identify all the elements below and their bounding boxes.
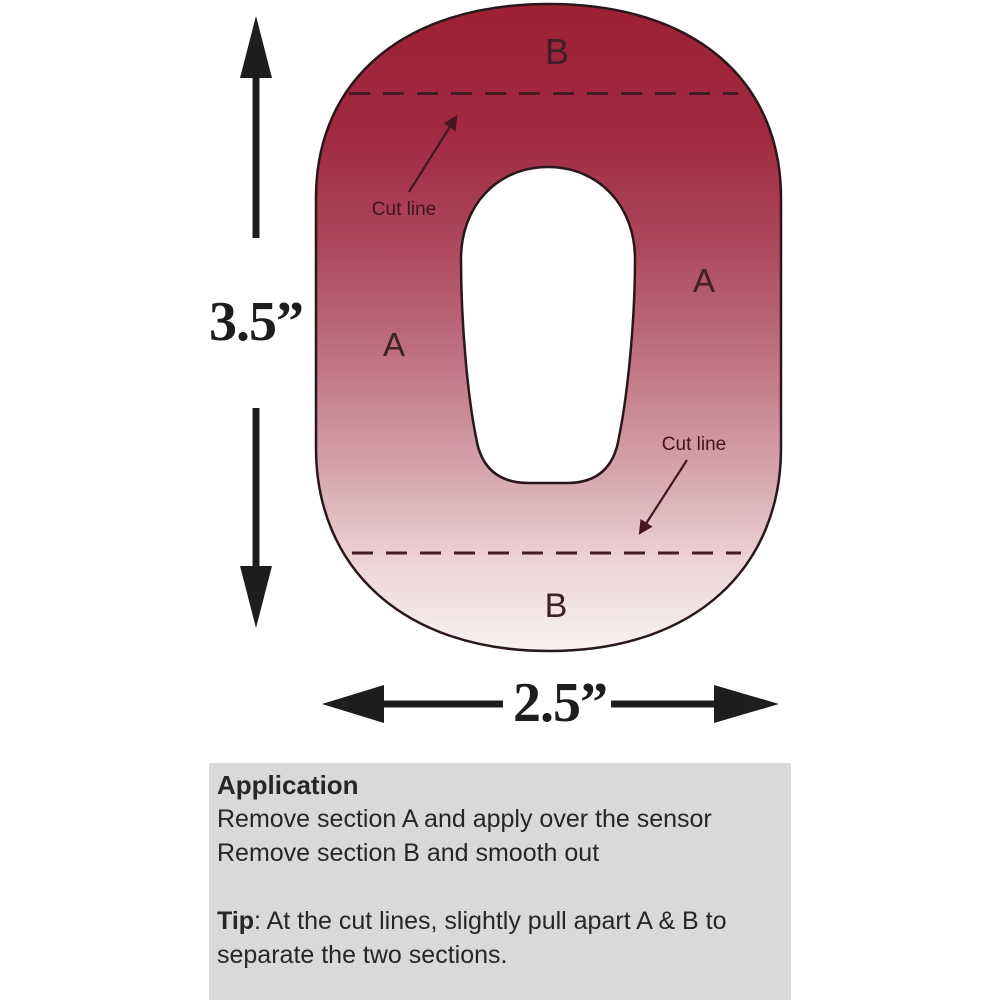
- cut-line-bottom-label: Cut line: [661, 434, 727, 455]
- width-arrow-left-head: [322, 685, 384, 723]
- width-arrow-right-head: [714, 685, 779, 723]
- width-dimension: [322, 672, 779, 734]
- width-dimension-label: 2.5”: [513, 672, 607, 734]
- tip-text-line-2: separate the two sections.: [217, 941, 508, 969]
- height-arrow-up-head: [240, 16, 272, 78]
- instructions-title: Application: [217, 770, 359, 800]
- instruction-line-1: Remove section A and apply over the sensor: [217, 805, 712, 833]
- cut-line-top-label: Cut line: [371, 199, 437, 220]
- height-dimension: [209, 16, 303, 628]
- instructions-box: [209, 763, 791, 1000]
- tip-label: Tip: [217, 907, 255, 935]
- instruction-line-2: Remove section B and smooth out: [217, 839, 600, 867]
- height-dimension-label: 3.5”: [209, 291, 303, 353]
- sensor-cutout: [461, 167, 635, 483]
- section-b-top-label: B: [544, 31, 570, 72]
- section-a-left-label: A: [382, 326, 406, 363]
- section-a-right-label: A: [692, 262, 716, 299]
- section-b-bottom-label: B: [544, 587, 568, 625]
- tip-text-line-1: : At the cut lines, slightly pull apart A & B to: [254, 907, 727, 935]
- height-arrow-down-head: [240, 566, 272, 628]
- instructions-tip: [217, 904, 781, 972]
